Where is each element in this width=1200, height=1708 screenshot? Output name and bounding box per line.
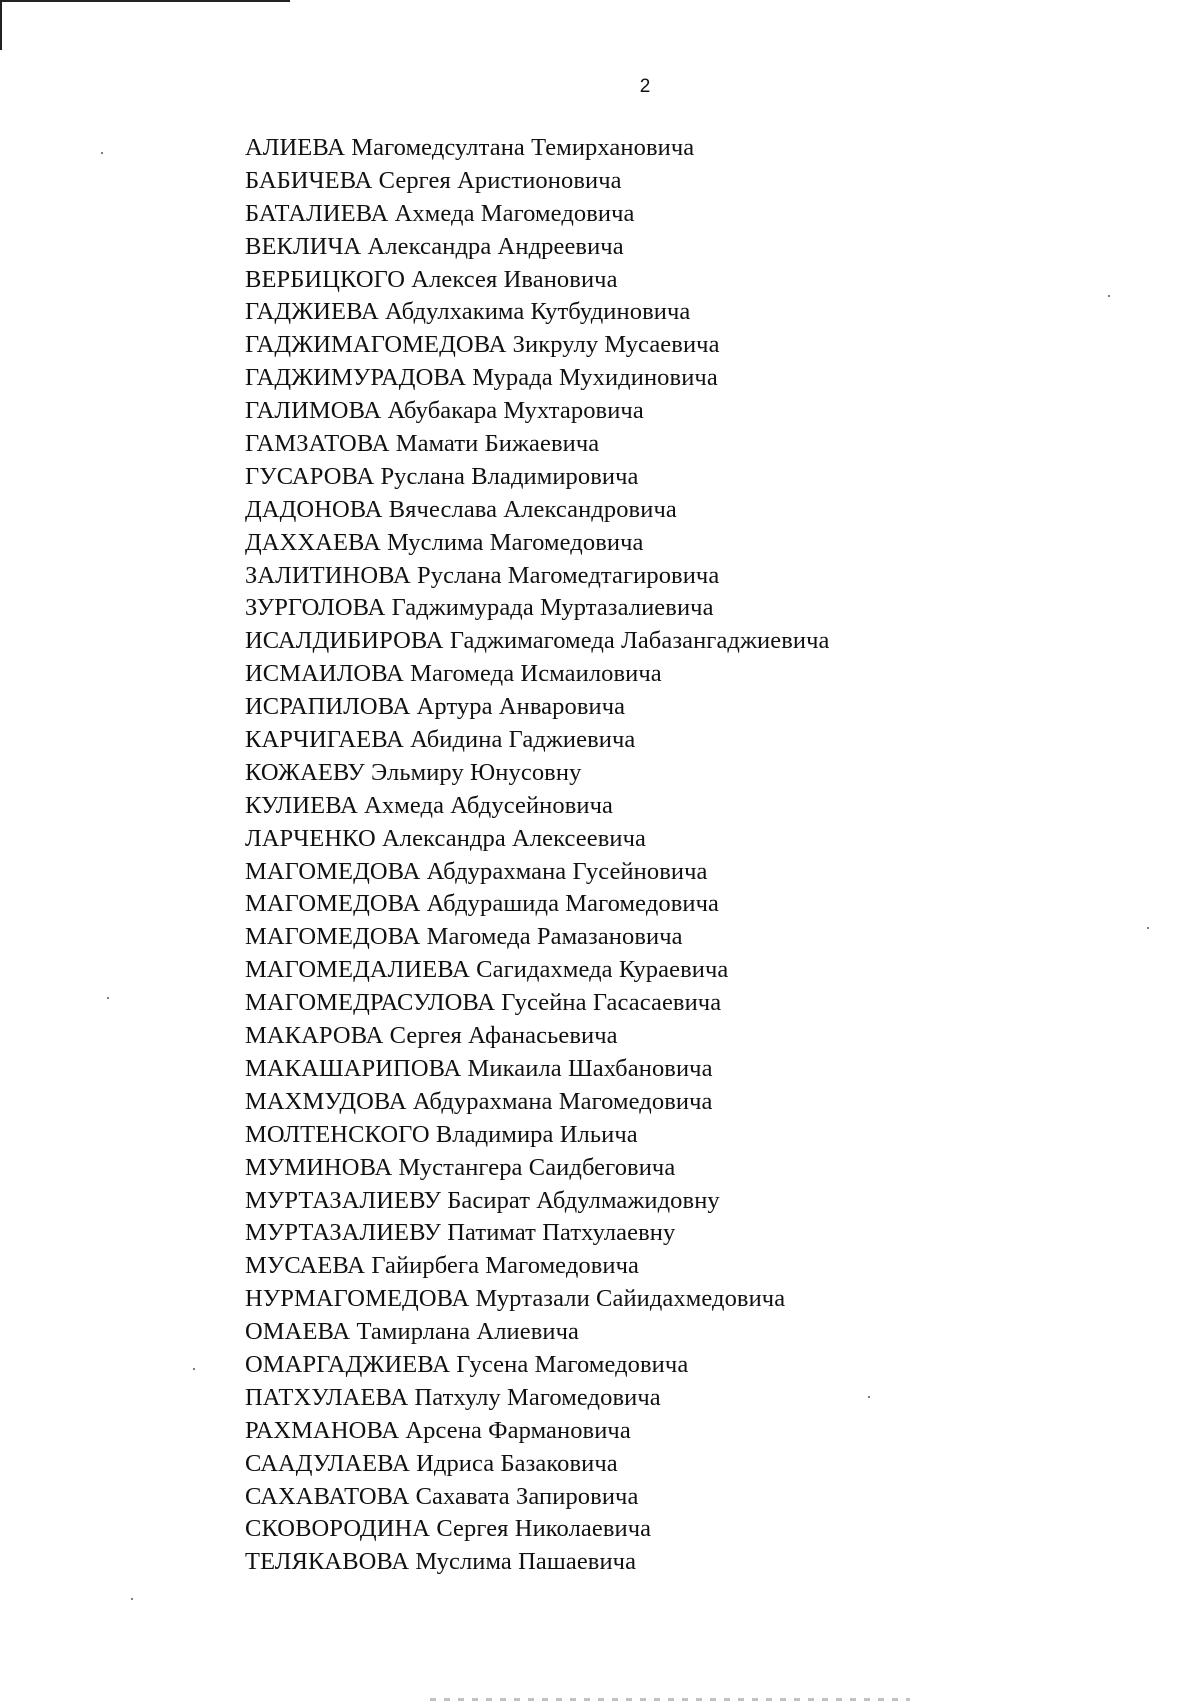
name-list-item: ГАМЗАТОВА Мамати Бижаевича [245, 430, 600, 458]
name-list-item: СКОВОРОДИНА Сергея Николаевича [245, 1515, 652, 1543]
name-list-item: ИСМАИЛОВА Магомеда Исмаиловича [245, 660, 662, 688]
name-list-item: МАГОМЕДОВА Магомеда Рамазановича [245, 923, 683, 951]
name-list-item: ПАТХУЛАЕВА Патхулу Магомедовича [245, 1383, 661, 1411]
name-list-item: МУРТАЗАЛИЕВУ Басират Абдулмажидовну [245, 1186, 720, 1214]
name-list-item: МУРТАЗАЛИЕВУ Патимат Патхулаевну [245, 1219, 676, 1247]
name-list-item: ОМАРГАДЖИЕВА Гусена Магомедовича [245, 1350, 689, 1378]
name-list-item: ЛАРЧЕНКО Александра Алексеевича [245, 824, 647, 852]
name-list [245, 132, 829, 1579]
name-list-item: МАГОМЕДРАСУЛОВА Гусейна Гасасаевича [245, 989, 722, 1017]
name-list-item: КАРЧИГАЕВА Абидина Гаджиевича [245, 726, 636, 754]
name-list-item: ГАЛИМОВА Абубакара Мухтаровича [245, 397, 644, 425]
name-list-item: БАТАЛИЕВА Ахмеда Магомедовича [245, 199, 635, 227]
name-list-item: АЛИЕВА Магомедсултана Темирхановича [245, 134, 695, 161]
name-list-item: МУМИНОВА Мустангера Саидбеговича [245, 1153, 676, 1181]
scan-speck [868, 1396, 870, 1398]
scan-speck [101, 152, 103, 154]
scan-speck [107, 997, 109, 999]
scan-speck [131, 1598, 133, 1600]
name-list-item: МУСАЕВА Гайирбега Магомедовича [245, 1252, 640, 1280]
name-list-item: ГАДЖИМУРАДОВА Мурада Мухидиновича [245, 364, 718, 392]
name-list-item: НУРМАГОМЕДОВА Муртазали Сайидахмедовича [245, 1285, 786, 1313]
name-list-item: МАКАРОВА Сергея Афанасьевича [245, 1022, 618, 1050]
name-list-item: МАХМУДОВА Абдурахмана Магомедовича [245, 1087, 713, 1115]
name-list-item: ЗУРГОЛОВА Гаджимурада Муртазалиевича [245, 594, 714, 622]
name-list-item: БАБИЧЕВА Сергея Аристионовича [245, 166, 622, 194]
name-list-item: КОЖАЕВУ Эльмиру Юнусовну [245, 758, 582, 786]
name-list-item: ГУСАРОВА Руслана Владимировича [245, 462, 639, 490]
name-list-item: ИСРАПИЛОВА Артура Анваровича [245, 693, 626, 721]
name-list-item: ГАДЖИЕВА Абдулхакима Кутбудиновича [245, 298, 691, 326]
name-list-item: ДАДОНОВА Вячеслава Александровича [245, 495, 677, 523]
name-list-item: ДАХХАЕВА Муслима Магомедовича [245, 528, 644, 556]
name-list-item: ЗАЛИТИНОВА Руслана Магомедтагировича [245, 561, 720, 589]
page-number: 2 [639, 76, 651, 97]
name-list-item: МАГОМЕДОВА Абдурахмана Гусейновича [245, 857, 708, 885]
name-list-item: САХАВАТОВА Сахавата Запировича [245, 1482, 639, 1510]
name-list-item: РАХМАНОВА Арсена Фармановича [245, 1416, 631, 1444]
name-list-item: ОМАЕВА Тамирлана Алиевича [245, 1318, 580, 1346]
name-list-item: МАГОМЕДАЛИЕВА Сагидахмеда Кураевича [245, 956, 729, 984]
name-list-item: МОЛТЕНСКОГО Владимира Ильича [245, 1120, 638, 1148]
name-list-item: ВЕКЛИЧА Александра Андреевича [245, 232, 624, 260]
name-list-item: МАКАШАРИПОВА Микаила Шахбановича [245, 1054, 713, 1082]
scan-speck [1147, 927, 1149, 929]
name-list-item: МАГОМЕДОВА Абдурашида Магомедовича [245, 890, 720, 918]
name-list-item: ГАДЖИМАГОМЕДОВА Зикрулу Мусаевича [245, 331, 720, 359]
name-list-item: ТЕЛЯКАВОВА Муслима Пашаевича [245, 1548, 637, 1576]
scan-speck [1108, 295, 1110, 297]
name-list-item: ИСАЛДИБИРОВА Гаджимагомеда Лабазангаджиевича [245, 627, 830, 655]
name-list-item: КУЛИЕВА Ахмеда Абдусейновича [245, 791, 614, 819]
name-list-item: СААДУЛАЕВА Идриса Базаковича [245, 1449, 618, 1477]
scan-bottom-noise [430, 1698, 910, 1701]
name-list-item: ВЕРБИЦКОГО Алексея Ивановича [245, 265, 618, 293]
scan-edge-top-line [0, 0, 290, 2]
scan-edge-left-line [0, 0, 2, 50]
scan-speck [193, 1368, 195, 1370]
